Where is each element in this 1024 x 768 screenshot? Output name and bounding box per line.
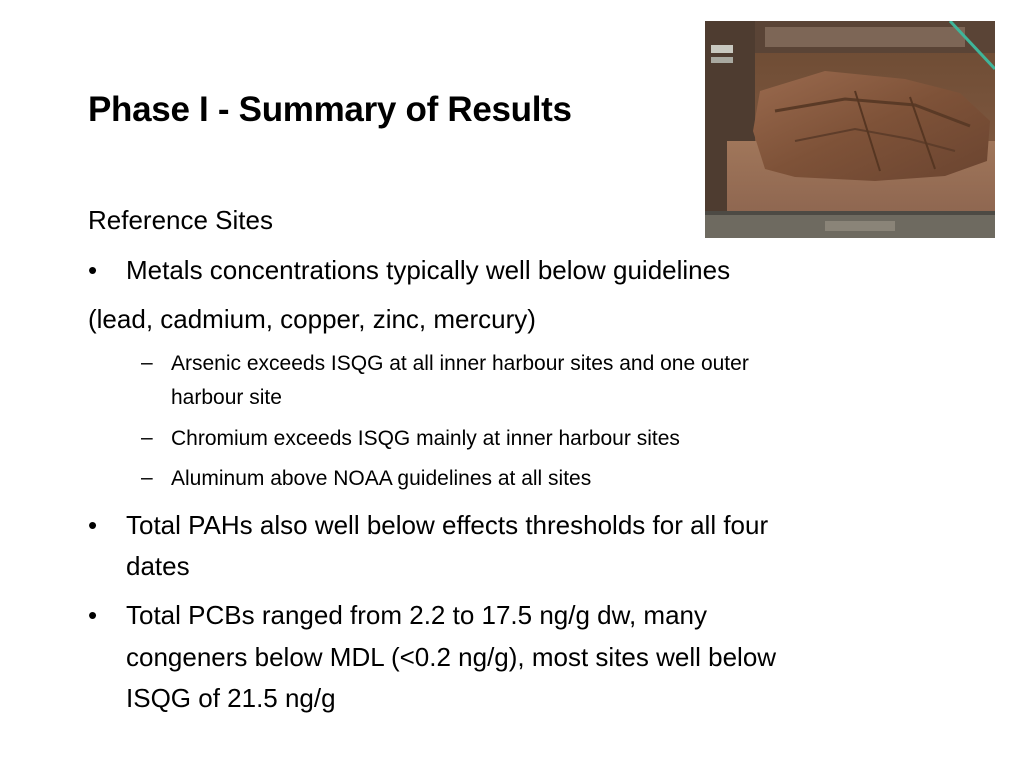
bullet-metals: Metals concentrations typically well below guidelines xyxy=(126,255,731,285)
sediment-sample-photo xyxy=(705,21,995,238)
bullet-glyph: • xyxy=(88,600,98,630)
bullet-pcb: Total PCBs ranged from 2.2 to 17.5 ng/g dw, many xyxy=(126,600,707,630)
bullet-glyph: • xyxy=(88,255,98,285)
dash-glyph: – xyxy=(141,466,153,489)
slide-title: Phase I - Summary of Results xyxy=(88,90,572,129)
photo-image xyxy=(705,21,995,238)
sub-item-arsenic-cont: harbour site xyxy=(171,386,282,409)
bullet-glyph: • xyxy=(88,510,98,540)
bullet-pah-cont: dates xyxy=(126,551,190,581)
sub-item-arsenic: Arsenic exceeds ISQG at all inner harbour sites and one outer xyxy=(171,352,749,375)
dash-glyph: – xyxy=(141,351,153,374)
dash-glyph: – xyxy=(141,426,153,449)
sub-item-chromium: Chromium exceeds ISQG mainly at inner harbour sites xyxy=(171,427,680,450)
sub-item-aluminum: Aluminum above NOAA guidelines at all sites xyxy=(171,467,592,490)
metals-list: (lead, cadmium, copper, zinc, mercury) xyxy=(88,304,536,334)
bullet-pcb-cont: congeners below MDL (<0.2 ng/g), most sites well below xyxy=(126,642,777,672)
bullet-pcb-cont2: ISQG of 21.5 ng/g xyxy=(126,683,336,713)
section-heading: Reference Sites xyxy=(88,205,273,235)
bullet-pah: Total PAHs also well below effects thresholds for all four xyxy=(126,510,769,540)
